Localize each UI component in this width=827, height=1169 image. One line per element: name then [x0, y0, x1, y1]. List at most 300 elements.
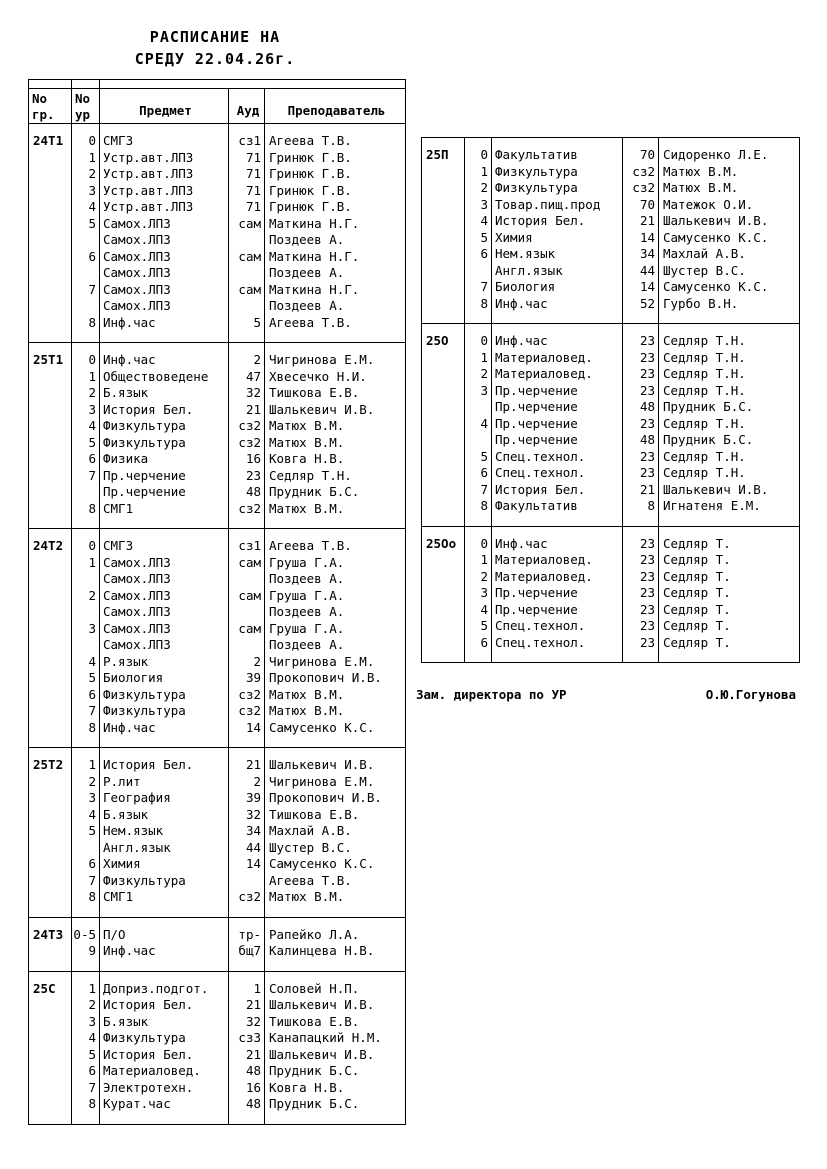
- room: [229, 604, 265, 621]
- lesson-number: 6: [72, 856, 100, 873]
- lesson-number: [72, 637, 100, 654]
- teacher: Калинцева Н.В.: [265, 943, 406, 971]
- group-cell: [422, 585, 465, 602]
- table-row: [29, 484, 406, 501]
- table-row: [29, 343, 406, 369]
- lesson-number: 5: [72, 216, 100, 233]
- lesson-number: 3: [465, 585, 492, 602]
- teacher: Матюх В.М.: [265, 418, 406, 435]
- table-row: [422, 498, 800, 526]
- group-cell: [29, 687, 72, 704]
- subject: Химия: [100, 856, 229, 873]
- header-teacher: Преподаватель: [265, 89, 406, 124]
- table-row: [29, 1080, 406, 1097]
- subject: Биология: [100, 670, 229, 687]
- title-line-2: СРЕДУ 22.04.26г.: [134, 50, 296, 68]
- room: 23: [623, 465, 659, 482]
- subject: Устр.авт.ЛПЗ: [100, 183, 229, 200]
- group-cell: [29, 199, 72, 216]
- teacher: Поздеев А.: [265, 604, 406, 621]
- room: сз2: [229, 889, 265, 917]
- table-row: [422, 618, 800, 635]
- teacher: Прудник Б.С.: [265, 1096, 406, 1124]
- table-row: [422, 230, 800, 247]
- teacher: Соловей Н.П.: [265, 971, 406, 997]
- lesson-number: 4: [465, 416, 492, 433]
- lesson-number: 3: [72, 402, 100, 419]
- room: 39: [229, 790, 265, 807]
- teacher: Гринюк Г.В.: [265, 166, 406, 183]
- table-row: [29, 369, 406, 386]
- teacher: Самусенко К.С.: [265, 720, 406, 748]
- group-cell: [422, 618, 465, 635]
- room: сам: [229, 282, 265, 299]
- room: 71: [229, 199, 265, 216]
- room: 2: [229, 654, 265, 671]
- subject: СМГ1: [100, 889, 229, 917]
- room: сз2: [229, 687, 265, 704]
- subject: Инф.час: [492, 526, 623, 552]
- teacher: Поздеев А.: [265, 232, 406, 249]
- lesson-number: 8: [72, 1096, 100, 1124]
- lesson-number: 2: [72, 997, 100, 1014]
- room: 34: [623, 246, 659, 263]
- teacher: Прудник Б.С.: [659, 432, 800, 449]
- room: сз2: [229, 703, 265, 720]
- subject: Пр.черчение: [492, 399, 623, 416]
- room: бщ7: [229, 943, 265, 971]
- group-cell: [422, 416, 465, 433]
- teacher: Агеева Т.В.: [265, 529, 406, 555]
- teacher: Махлай А.В.: [659, 246, 800, 263]
- teacher: Матюх В.М.: [265, 889, 406, 917]
- room: сз2: [229, 435, 265, 452]
- subject: Материаловед.: [492, 350, 623, 367]
- teacher: Шустер В.С.: [659, 263, 800, 280]
- subject: Физкультура: [492, 180, 623, 197]
- lesson-number: 2: [465, 180, 492, 197]
- teacher: Самусенко К.С.: [659, 279, 800, 296]
- teacher: Седляр Т.: [659, 569, 800, 586]
- teacher: Чигринова Е.М.: [265, 343, 406, 369]
- group-cell: [422, 164, 465, 181]
- table-row: [422, 432, 800, 449]
- table-row: [29, 385, 406, 402]
- room: сз2: [229, 418, 265, 435]
- teacher: Поздеев А.: [265, 571, 406, 588]
- subject: Материаловед.: [492, 569, 623, 586]
- room: [229, 232, 265, 249]
- group-cell: [422, 449, 465, 466]
- group-cell: 25С: [29, 971, 72, 997]
- group-cell: [29, 823, 72, 840]
- room: 48: [623, 432, 659, 449]
- room: 23: [623, 618, 659, 635]
- room: 21: [229, 997, 265, 1014]
- subject: Физкультура: [100, 418, 229, 435]
- room: сз2: [623, 180, 659, 197]
- table-row: [29, 1014, 406, 1031]
- teacher: Седляр Т.Н.: [659, 449, 800, 466]
- table-row: [422, 366, 800, 383]
- subject: Химия: [492, 230, 623, 247]
- table-row: [29, 216, 406, 233]
- group-cell: [422, 569, 465, 586]
- group-cell: [29, 873, 72, 890]
- group-cell: [29, 451, 72, 468]
- subject: Самох.ЛПЗ: [100, 571, 229, 588]
- subject: Инф.час: [100, 343, 229, 369]
- room: 48: [623, 399, 659, 416]
- room: 47: [229, 369, 265, 386]
- header-group: No гр.: [29, 89, 72, 124]
- lesson-number: 2: [72, 385, 100, 402]
- teacher: Поздеев А.: [265, 298, 406, 315]
- subject: Нем.язык: [100, 823, 229, 840]
- lesson-number: [465, 432, 492, 449]
- table-row: [422, 465, 800, 482]
- lesson-number: 2: [72, 774, 100, 791]
- room: 23: [623, 324, 659, 350]
- subject: Б.язык: [100, 1014, 229, 1031]
- table-row: [422, 602, 800, 619]
- lesson-number: 7: [72, 703, 100, 720]
- subject: Пр.черчение: [100, 468, 229, 485]
- lesson-number: 4: [72, 1030, 100, 1047]
- table-row: [29, 687, 406, 704]
- room: [229, 637, 265, 654]
- subject: Р.лит: [100, 774, 229, 791]
- table-row: [422, 449, 800, 466]
- table-row: [29, 1030, 406, 1047]
- lesson-number: 7: [72, 1080, 100, 1097]
- subject: Биология: [492, 279, 623, 296]
- lesson-number: 3: [72, 183, 100, 200]
- table-row: [422, 180, 800, 197]
- group-cell: [29, 703, 72, 720]
- group-cell: [422, 482, 465, 499]
- group-cell: [29, 249, 72, 266]
- table-row: [29, 282, 406, 299]
- lesson-number: 7: [72, 282, 100, 299]
- table-header: [29, 89, 406, 124]
- teacher: Гринюк Г.В.: [265, 183, 406, 200]
- group-cell: [29, 943, 72, 971]
- room: [229, 571, 265, 588]
- teacher: Тишкова Е.В.: [265, 385, 406, 402]
- header-room: Ауд: [229, 89, 265, 124]
- room: 71: [229, 166, 265, 183]
- lesson-number: 2: [72, 166, 100, 183]
- lesson-number: 0-5: [72, 917, 100, 943]
- subject: Инф.час: [492, 324, 623, 350]
- group-cell: [29, 1063, 72, 1080]
- lesson-number: [72, 265, 100, 282]
- subject: Пр.черчение: [492, 602, 623, 619]
- table-row: [29, 418, 406, 435]
- lesson-number: 3: [72, 1014, 100, 1031]
- table-row: [29, 840, 406, 857]
- teacher: Седляр Т.Н.: [659, 465, 800, 482]
- teacher: Матюх В.М.: [659, 164, 800, 181]
- teacher: Гурбо В.Н.: [659, 296, 800, 324]
- table-row: [29, 298, 406, 315]
- table-row: [422, 526, 800, 552]
- group-cell: [29, 790, 72, 807]
- lesson-number: [72, 604, 100, 621]
- room: 14: [623, 230, 659, 247]
- subject: Пр.черчение: [492, 416, 623, 433]
- lesson-number: 3: [72, 621, 100, 638]
- signature-position: Зам. директора по УР: [416, 687, 567, 702]
- table-row: [29, 435, 406, 452]
- table-row: [29, 997, 406, 1014]
- lesson-number: 4: [72, 199, 100, 216]
- group-cell: 25Оо: [422, 526, 465, 552]
- table-row: [29, 807, 406, 824]
- table-row: [422, 416, 800, 433]
- group-cell: [29, 501, 72, 529]
- teacher: Седляр Т.: [659, 585, 800, 602]
- room: 23: [623, 552, 659, 569]
- teacher: Маткина Н.Г.: [265, 216, 406, 233]
- subject: Пр.черчение: [492, 432, 623, 449]
- table-row: [29, 402, 406, 419]
- table-row: [29, 703, 406, 720]
- room: сам: [229, 621, 265, 638]
- group-cell: [422, 602, 465, 619]
- lesson-number: 1: [72, 971, 100, 997]
- lesson-number: 6: [72, 451, 100, 468]
- room: [229, 873, 265, 890]
- table-row: [29, 1096, 406, 1124]
- room: 23: [623, 569, 659, 586]
- room: 14: [229, 720, 265, 748]
- table-row: [422, 383, 800, 400]
- group-cell: [29, 840, 72, 857]
- room: сз2: [623, 164, 659, 181]
- lesson-number: 3: [465, 197, 492, 214]
- group-cell: 25П: [422, 138, 465, 164]
- lesson-number: 7: [465, 279, 492, 296]
- subject: Самох.ЛПЗ: [100, 588, 229, 605]
- subject: Физкультура: [100, 1030, 229, 1047]
- room: сам: [229, 249, 265, 266]
- lesson-number: 1: [465, 164, 492, 181]
- lesson-number: 5: [465, 618, 492, 635]
- group-cell: [29, 418, 72, 435]
- table-row: [29, 249, 406, 266]
- room: 23: [623, 602, 659, 619]
- lesson-number: 1: [465, 350, 492, 367]
- table-row: [29, 604, 406, 621]
- teacher: Груша Г.А.: [265, 621, 406, 638]
- subject: История Бел.: [492, 213, 623, 230]
- teacher: Шустер В.С.: [265, 840, 406, 857]
- room: 23: [623, 526, 659, 552]
- lesson-number: 6: [465, 635, 492, 663]
- lesson-number: 4: [72, 807, 100, 824]
- table-row: [29, 917, 406, 943]
- table-row: [422, 164, 800, 181]
- table-row: [422, 399, 800, 416]
- room: 23: [229, 468, 265, 485]
- group-cell: [422, 180, 465, 197]
- group-cell: [29, 997, 72, 1014]
- lesson-number: [465, 263, 492, 280]
- teacher: Шалькевич И.В.: [659, 482, 800, 499]
- lesson-number: 2: [72, 588, 100, 605]
- room: 23: [623, 366, 659, 383]
- room: 21: [623, 213, 659, 230]
- group-cell: 25Т2: [29, 748, 72, 774]
- room: [229, 265, 265, 282]
- subject: Материаловед.: [100, 1063, 229, 1080]
- group-cell: [422, 366, 465, 383]
- lesson-number: 4: [72, 654, 100, 671]
- subject: Факультатив: [492, 138, 623, 164]
- subject: Физкультура: [100, 687, 229, 704]
- subject: Спец.технол.: [492, 618, 623, 635]
- table-row: [422, 585, 800, 602]
- subject: Р.язык: [100, 654, 229, 671]
- teacher: Седляр Т.Н.: [659, 383, 800, 400]
- subject: История Бел.: [100, 402, 229, 419]
- room: сз3: [229, 1030, 265, 1047]
- subject: Физкультура: [492, 164, 623, 181]
- lesson-number: [72, 840, 100, 857]
- teacher: Матюх В.М.: [265, 687, 406, 704]
- signature-name: О.Ю.Гогунова: [705, 687, 796, 702]
- table-row: [29, 183, 406, 200]
- teacher: Тишкова Е.В.: [265, 807, 406, 824]
- table-row: [29, 555, 406, 572]
- teacher: Шалькевич И.В.: [265, 748, 406, 774]
- lesson-number: 5: [72, 823, 100, 840]
- lesson-number: 4: [465, 602, 492, 619]
- group-cell: 25Т1: [29, 343, 72, 369]
- teacher: Канапацкий Н.М.: [265, 1030, 406, 1047]
- signature-line: [416, 687, 796, 702]
- teacher: Седляр Т.: [659, 602, 800, 619]
- room: 8: [623, 498, 659, 526]
- group-cell: [29, 588, 72, 605]
- lesson-number: 8: [72, 501, 100, 529]
- table-row: [29, 889, 406, 917]
- room: 16: [229, 451, 265, 468]
- table-row: [422, 138, 800, 164]
- table-row: [29, 720, 406, 748]
- lesson-number: 7: [72, 468, 100, 485]
- left-schedule-table: [28, 79, 406, 1125]
- teacher: Ковга Н.В.: [265, 1080, 406, 1097]
- teacher: Поздеев А.: [265, 265, 406, 282]
- teacher: Шалькевич И.В.: [265, 402, 406, 419]
- lesson-number: 8: [72, 315, 100, 343]
- subject: Устр.авт.ЛПЗ: [100, 150, 229, 167]
- room: 23: [623, 585, 659, 602]
- lesson-number: 0: [72, 124, 100, 150]
- lesson-number: 0: [465, 526, 492, 552]
- group-cell: [29, 484, 72, 501]
- header-lesson-number: No ур: [72, 89, 100, 124]
- lesson-number: 2: [465, 569, 492, 586]
- subject: Факультатив: [492, 498, 623, 526]
- group-cell: [422, 399, 465, 416]
- room: 70: [623, 197, 659, 214]
- lesson-number: 0: [72, 343, 100, 369]
- lesson-number: 0: [72, 529, 100, 555]
- subject: Физкультура: [100, 435, 229, 452]
- room: сам: [229, 216, 265, 233]
- lesson-number: 8: [72, 720, 100, 748]
- table-row: [29, 265, 406, 282]
- subject: Товар.пищ.прод: [492, 197, 623, 214]
- subject: Материаловед.: [492, 552, 623, 569]
- lesson-number: 1: [72, 150, 100, 167]
- subject: Спец.технол.: [492, 449, 623, 466]
- subject: Инф.час: [100, 315, 229, 343]
- table-row: [29, 588, 406, 605]
- subject: История Бел.: [492, 482, 623, 499]
- lesson-number: 1: [72, 748, 100, 774]
- teacher: Маткина Н.Г.: [265, 282, 406, 299]
- room: 21: [623, 482, 659, 499]
- group-cell: [29, 385, 72, 402]
- group-cell: 24Т3: [29, 917, 72, 943]
- teacher: Маткина Н.Г.: [265, 249, 406, 266]
- subject: Самох.ЛПЗ: [100, 232, 229, 249]
- page-title: [70, 26, 360, 70]
- teacher: Сидоренко Л.Е.: [659, 138, 800, 164]
- teacher: Груша Г.А.: [265, 555, 406, 572]
- teacher: Прудник Б.С.: [265, 1063, 406, 1080]
- teacher: Ковга Н.В.: [265, 451, 406, 468]
- subject: СМГ1: [100, 501, 229, 529]
- teacher: Седляр Т.: [659, 635, 800, 663]
- table-row: [29, 856, 406, 873]
- lesson-number: 6: [465, 246, 492, 263]
- room: сам: [229, 555, 265, 572]
- room: 34: [229, 823, 265, 840]
- lesson-number: 5: [465, 230, 492, 247]
- group-cell: [422, 230, 465, 247]
- group-cell: [29, 232, 72, 249]
- lesson-number: 5: [72, 1047, 100, 1064]
- lesson-number: 3: [465, 383, 492, 400]
- title-line-1: РАСПИСАНИЕ НА: [149, 28, 281, 46]
- group-cell: [29, 166, 72, 183]
- lesson-number: 5: [72, 435, 100, 452]
- lesson-number: 6: [72, 1063, 100, 1080]
- group-cell: [29, 282, 72, 299]
- room: тр-: [229, 917, 265, 943]
- subject: Самох.ЛПЗ: [100, 637, 229, 654]
- lesson-number: 5: [72, 670, 100, 687]
- subject: Инф.час: [100, 720, 229, 748]
- group-cell: 24Т1: [29, 124, 72, 150]
- group-cell: [29, 621, 72, 638]
- group-cell: [422, 197, 465, 214]
- room: 48: [229, 1063, 265, 1080]
- lesson-number: 7: [72, 873, 100, 890]
- group-cell: [29, 807, 72, 824]
- table-row: [29, 571, 406, 588]
- group-cell: [422, 552, 465, 569]
- lesson-number: [72, 298, 100, 315]
- group-cell: [422, 465, 465, 482]
- table-row: [422, 263, 800, 280]
